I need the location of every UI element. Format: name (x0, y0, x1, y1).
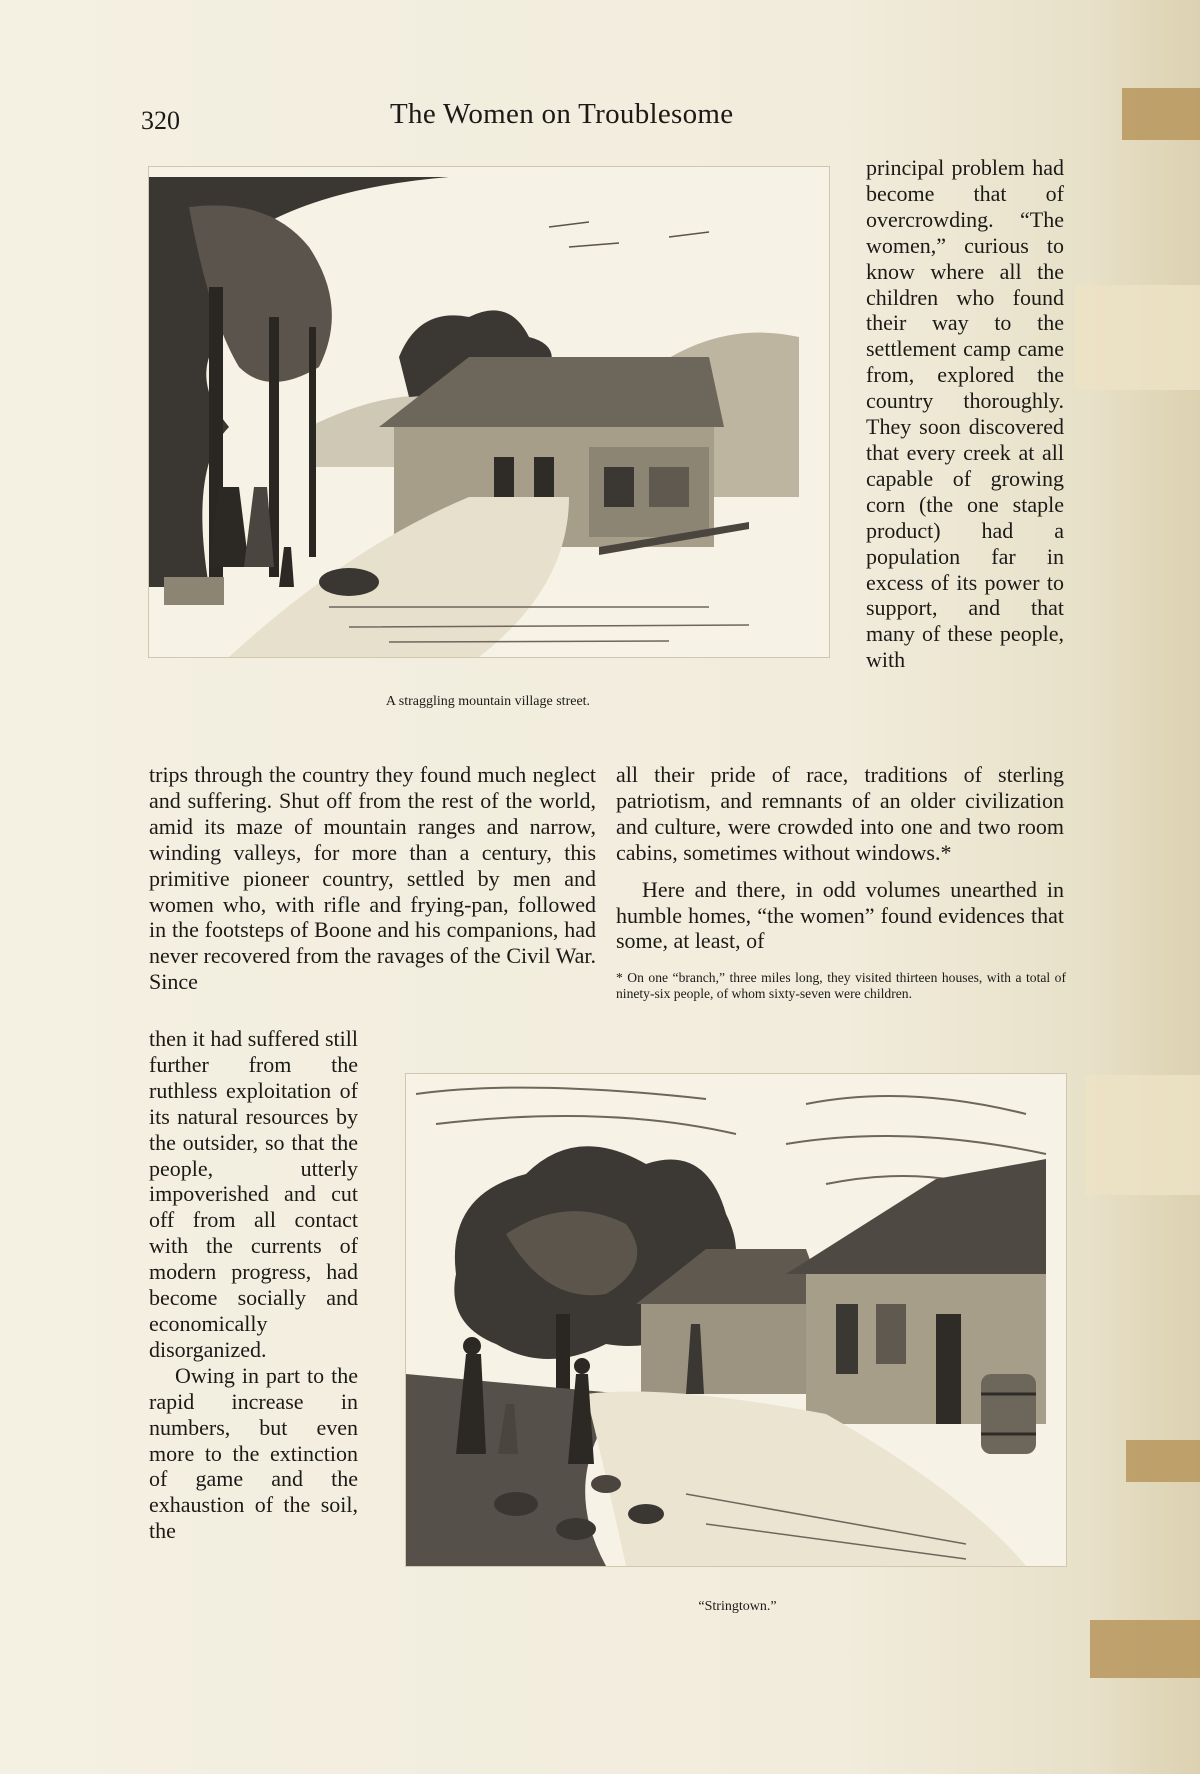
stringtown-illustration (405, 1073, 1067, 1567)
page-edge-shading (1090, 0, 1200, 1774)
footnote: * On one “branch,” three miles long, they visited thirteen houses, with a total of ninety-six people, of whom sixty-seven were children. (616, 970, 1066, 1001)
running-title: The Women on Troublesome (390, 98, 734, 130)
paragraph: all their pride of race, traditions of sterling patriotism, and remnants of an older civilization and culture, were crowded into one and two room cabins, sometimes without windows.* (616, 762, 1064, 865)
paragraph: Owing in part to the rapid increase in numbers, but even more to the extinction of game and the exhaustion of the soil, the (149, 1362, 358, 1544)
paper-stain (1075, 285, 1200, 390)
paper-stain (1085, 1075, 1200, 1195)
paragraph: then it had suffered still further from the ruthless exploitation of its natural resources by the outsider, so that the people, utterly impoverished and cut off from all contact with the currents of modern progress, had become socially and economically disorganized. (149, 1026, 358, 1362)
column-right-top (866, 155, 1064, 673)
illustration-caption: A straggling mountain village street. (385, 694, 591, 709)
page-number: 320 (141, 106, 180, 135)
tape-strip (1090, 1620, 1200, 1678)
paragraph: principal problem had become that of overcrowding. “The women,” curious to know where all the children who found their way to the settlement camp came from, explored the country thoroughly. They soon discovered that every creek at all capable of growing corn (the one staple product) had a population far in excess of its power to support, and that many of these people, with (866, 155, 1064, 673)
village-street-illustration (148, 166, 830, 658)
column-left-narrow (149, 1026, 358, 1544)
paragraph: trips through the country they found much neglect and suffering. Shut off from the rest of the world, amid its maze of mountain ranges and narrow, winding valleys, for more than a century, this primitive pioneer country, settled by men and women who, with rifle and frying-pan, followed in the footsteps of Boone and his companions, had never recovered from the ravages of the Civil War. Since (149, 762, 596, 995)
tape-strip (1126, 1440, 1200, 1482)
column-right-main (616, 762, 1064, 954)
paragraph: Here and there, in odd volumes unearthed in humble homes, “the women” found evidences that some, at least, of (616, 876, 1064, 954)
tape-strip (1122, 88, 1200, 140)
illustration-caption: “Stringtown.” (698, 1599, 777, 1614)
column-left-main (149, 762, 596, 995)
